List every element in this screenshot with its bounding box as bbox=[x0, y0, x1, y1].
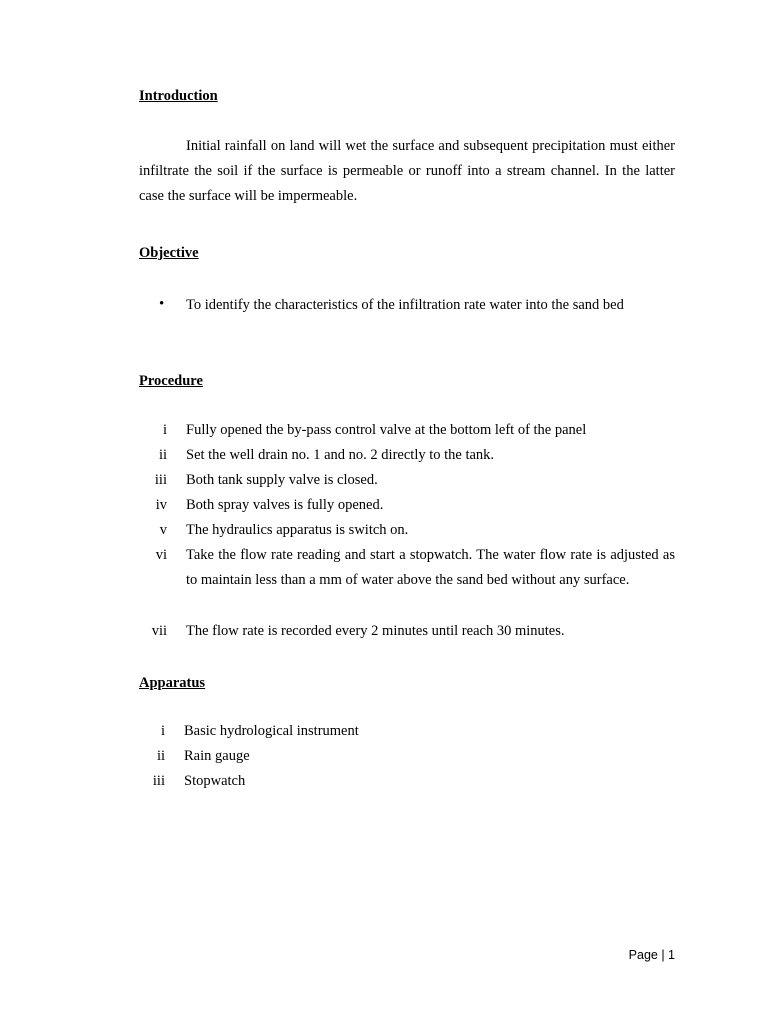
introduction-heading: Introduction bbox=[139, 88, 218, 104]
step-text: The flow rate is recorded every 2 minutes until reach 30 minutes. bbox=[186, 623, 565, 639]
step-text: Fully opened the by-pass control valve at the bottom left of the panel bbox=[186, 422, 587, 438]
step-text: Both tank supply valve is closed. bbox=[186, 472, 378, 488]
introduction-paragraph: Initial rainfall on land will wet the surface and subsequent precipitation must either infiltrate the soil if the surface is permeable or runoff into a stream channel. In the latter case the surface will be impermeable. bbox=[139, 138, 675, 204]
objective-item: To identify the characteristics of the infiltration rate water into the sand bed bbox=[186, 297, 624, 313]
item-number: ii bbox=[156, 748, 165, 764]
bullet-icon: • bbox=[159, 296, 165, 312]
page-number: Page | 1 bbox=[628, 948, 675, 962]
step-text: Set the well drain no. 1 and no. 2 directly to the tank. bbox=[186, 447, 495, 463]
objective-heading: Objective bbox=[139, 245, 199, 261]
item-text: Basic hydrological instrument bbox=[184, 723, 359, 739]
item-text: Rain gauge bbox=[184, 748, 250, 764]
step-number: ii bbox=[158, 447, 167, 463]
item-number: i bbox=[160, 723, 165, 739]
step-text: The hydraulics apparatus is switch on. bbox=[186, 522, 409, 538]
apparatus-heading: Apparatus bbox=[139, 675, 206, 691]
procedure-heading: Procedure bbox=[139, 373, 203, 389]
step-number: vii bbox=[151, 623, 167, 639]
step-number: iii bbox=[154, 472, 167, 488]
step-number: vi bbox=[155, 547, 167, 563]
item-number: iii bbox=[152, 773, 165, 789]
step-number: v bbox=[159, 522, 167, 538]
step-number: iv bbox=[155, 497, 167, 513]
step-text: Take the flow rate reading and start a stopwatch. The water flow rate is adjusted as to maintain less than a mm of water above the sand bed without any surface. bbox=[186, 547, 675, 588]
item-text: Stopwatch bbox=[184, 773, 246, 789]
step-number: i bbox=[162, 422, 167, 438]
step-text: Both spray valves is fully opened. bbox=[186, 497, 384, 513]
